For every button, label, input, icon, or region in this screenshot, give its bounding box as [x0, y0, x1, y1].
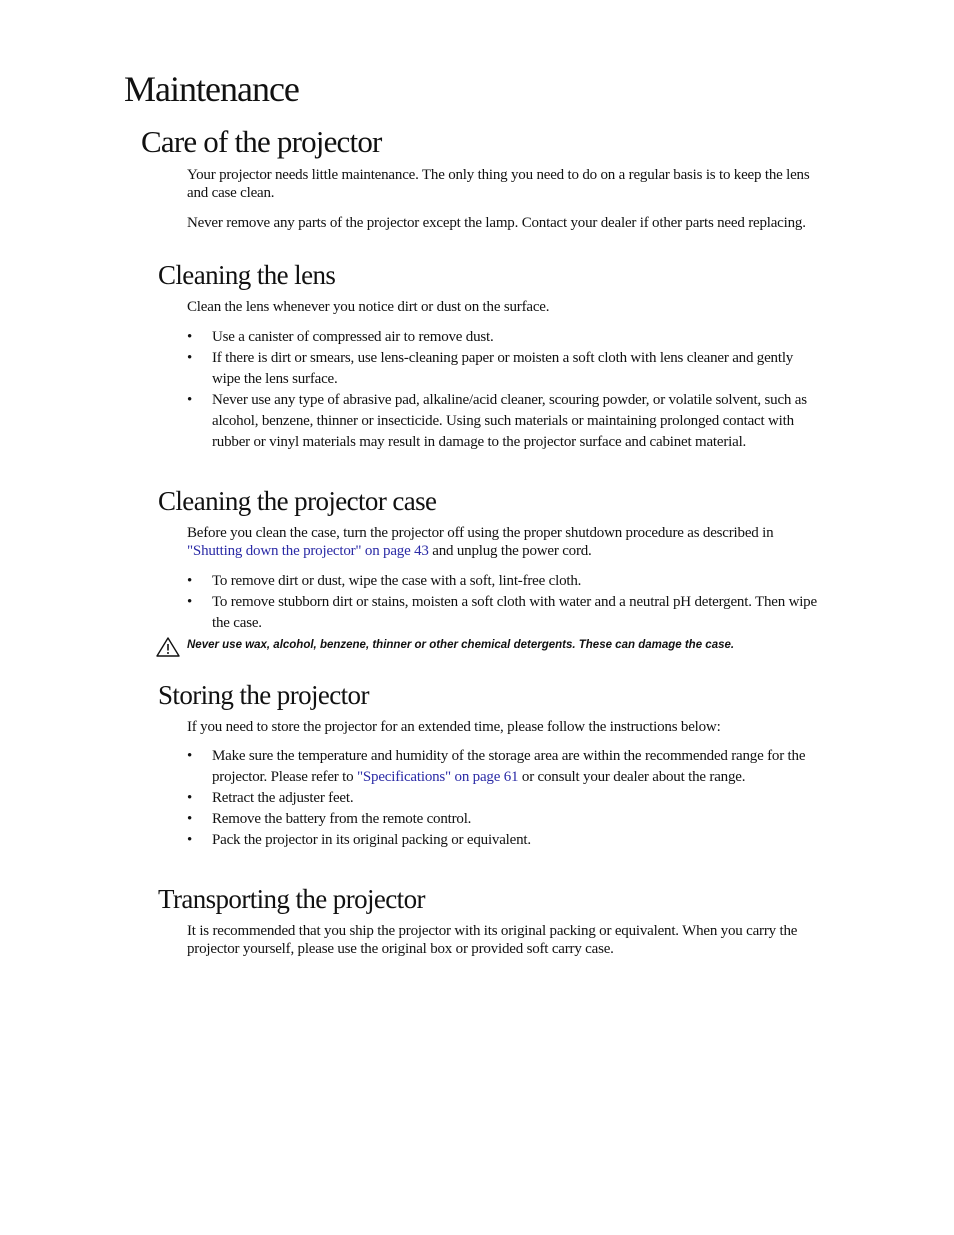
section-heading-storing: Storing the projector	[158, 680, 369, 710]
list-item-text: To remove dirt or dust, wipe the case with a soft, lint-free cloth.	[212, 573, 582, 589]
list-item-text: If there is dirt or smears, use lens-cleaning paper or moisten a soft cloth with lens cleaner and gently wipe the lens surface.	[212, 350, 794, 387]
care-paragraph-2: Never remove any parts of the projector except the lamp. Contact your dealer if other parts need replacing.	[187, 215, 806, 231]
transport-paragraph: It is recommended that you ship the projector with its original packing or equivalent. When you carry the projector yourself, please use the original box or provided soft carry case.	[187, 923, 798, 957]
lens-bullet-list	[187, 327, 817, 453]
lens-intro: Clean the lens whenever you notice dirt or dust on the surface.	[187, 299, 550, 315]
bullet-icon: •	[187, 350, 193, 366]
bullet-icon: •	[187, 748, 193, 764]
list-item-text: Pack the projector in its original packing or equivalent.	[212, 832, 531, 848]
bullet-icon: •	[187, 392, 193, 408]
bullet-icon: •	[187, 832, 193, 848]
list-item	[187, 830, 817, 851]
warning-icon	[155, 636, 181, 658]
bullet-icon: •	[187, 811, 193, 827]
list-item-text: Use a canister of compressed air to remove dust.	[212, 329, 494, 345]
list-item	[187, 809, 817, 830]
bullet-icon: •	[187, 594, 193, 610]
section-heading-care: Care of the projector	[141, 124, 382, 159]
bullet-icon: •	[187, 329, 193, 345]
warning-note: Never use wax, alcohol, benzene, thinner or other chemical detergents. These can damage the case.	[187, 639, 735, 651]
list-item-text: Retract the adjuster feet.	[212, 790, 354, 806]
list-item	[187, 746, 817, 788]
list-item	[187, 390, 817, 453]
list-item-text: Never use any type of abrasive pad, alkaline/acid cleaner, scouring powder, or volatile solvent, such as alcohol, benzene, thinner or insecticide. Using such materials or maintaining prolonged contact with rubber or vinyl materials may result in damage to the projector surface and cabinet material.	[212, 392, 807, 450]
section-heading-case: Cleaning the projector case	[158, 486, 437, 516]
list-item	[187, 571, 817, 592]
care-paragraph-1: Your projector needs little maintenance. The only thing you need to do on a regular basis is to keep the lens and case clean.	[187, 167, 810, 201]
list-item	[187, 592, 817, 634]
page-title: Maintenance	[124, 69, 299, 109]
case-intro-text-end: and unplug the power cord.	[428, 543, 592, 559]
list-item	[187, 348, 817, 390]
case-bullet-list	[187, 571, 817, 634]
list-item-text: To remove stubborn dirt or stains, moisten a soft cloth with water and a neutral pH detergent. Then wipe the case.	[212, 594, 817, 631]
bullet-icon: •	[187, 790, 193, 806]
list-item-text: Remove the battery from the remote control.	[212, 811, 472, 827]
list-item-text: Make sure the temperature and humidity of the storage area are within the recommended range for the projector. Please refer to	[212, 748, 806, 785]
shutting-down-link[interactable]: "Shutting down the projector" on page 43	[187, 543, 429, 559]
section-heading-lens: Cleaning the lens	[158, 260, 336, 290]
case-intro	[187, 524, 817, 560]
storing-intro: If you need to store the projector for an extended time, please follow the instructions below:	[187, 719, 721, 735]
list-item-text-end: or consult your dealer about the range.	[518, 769, 746, 785]
case-intro-text: Before you clean the case, turn the projector off using the proper shutdown procedure as described in	[187, 525, 774, 541]
list-item	[187, 788, 817, 809]
list-item	[187, 327, 817, 348]
storing-bullet-list	[187, 746, 817, 851]
specifications-link[interactable]: "Specifications" on page 61	[356, 769, 519, 785]
section-heading-transport: Transporting the projector	[158, 884, 425, 914]
bullet-icon: •	[187, 573, 193, 589]
